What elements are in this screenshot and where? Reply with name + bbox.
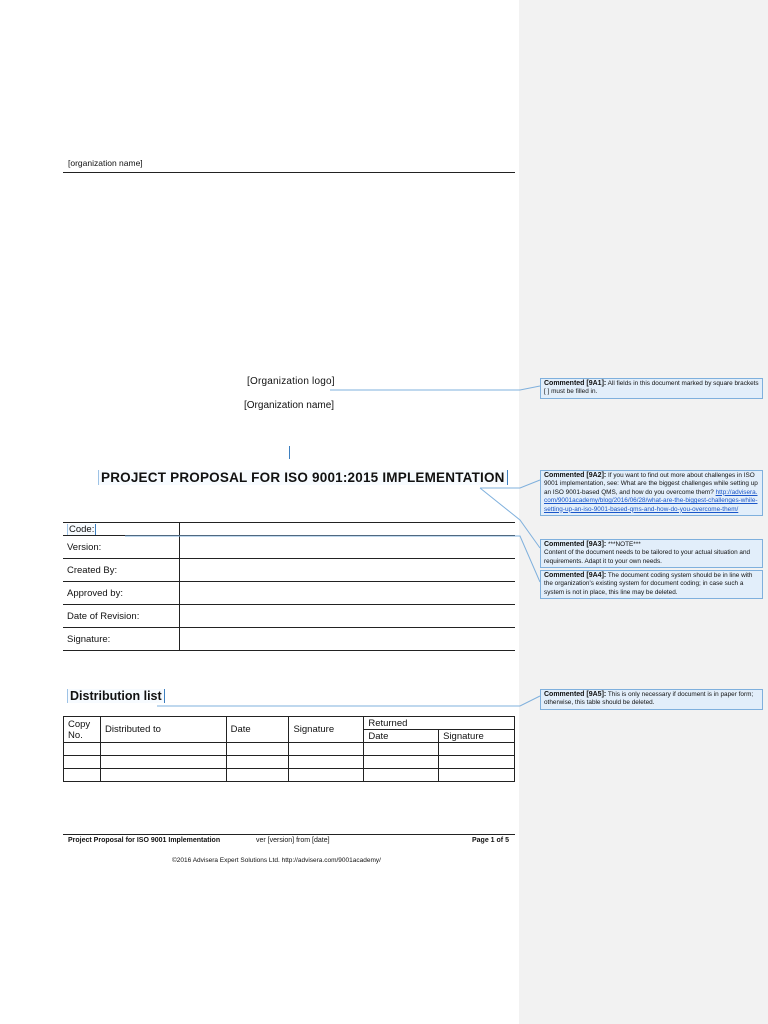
col-returned-date: Date — [364, 730, 439, 743]
table-cell[interactable] — [364, 756, 439, 769]
comment-label: Commented [9A5]: — [544, 691, 607, 698]
table-cell[interactable] — [100, 743, 226, 756]
signature-value-cell[interactable] — [180, 628, 516, 651]
text-cursor — [289, 446, 290, 459]
table-cell[interactable] — [439, 756, 515, 769]
table-cell[interactable] — [226, 769, 289, 782]
table-row — [64, 756, 515, 769]
footer-copyright: ©2016 Advisera Expert Solutions Ltd. http://advisera.com/9001academy/ — [172, 857, 381, 864]
comment-9a1[interactable] — [540, 378, 763, 399]
organization-logo-placeholder[interactable] — [247, 376, 335, 387]
footer-rule — [63, 834, 515, 835]
comment-text: The document coding system should be in line with the organization's existing system for document coding; in case such a system is not in place, this line may be deleted. — [544, 572, 753, 596]
comment-text-body: Content of the document needs to be tailored to your actual situation and requirements. Adapt it to your own needs. — [544, 549, 751, 565]
comment-text: If you want to find out more about challenges in ISO 9001 implementation, see: What are the biggest challenges while setting up an ISO 9001-based QMS, and how do you overcome them? — [544, 472, 758, 496]
table-row — [63, 605, 515, 628]
table-cell[interactable] — [289, 743, 364, 756]
version-value-cell[interactable] — [180, 536, 516, 559]
comment-label: Commented [9A1]: — [544, 380, 607, 387]
table-row — [63, 559, 515, 582]
col-copy-no: Copy No. — [64, 717, 101, 743]
footer-version[interactable]: ver [version] from [date] — [256, 837, 330, 844]
col-returned: Returned — [364, 717, 515, 730]
table-cell[interactable] — [364, 743, 439, 756]
distribution-list-heading[interactable]: Distribution list — [67, 689, 165, 703]
table-cell[interactable] — [439, 769, 515, 782]
signature-label: Signature: — [63, 628, 180, 651]
comment-label: Commented [9A4]: — [544, 572, 607, 579]
header-rule — [63, 172, 515, 173]
table-row — [63, 536, 515, 559]
footer-page-number: Page 1 of 5 — [472, 837, 509, 844]
version-label: Version: — [63, 536, 180, 559]
document-title[interactable]: PROJECT PROPOSAL FOR ISO 9001:2015 IMPLEMENTATION — [98, 470, 508, 485]
created-by-value-cell[interactable] — [180, 559, 516, 582]
table-cell[interactable] — [289, 769, 364, 782]
table-cell[interactable] — [439, 743, 515, 756]
table-cell[interactable] — [289, 756, 364, 769]
col-signature: Signature — [289, 717, 364, 743]
col-distributed-to: Distributed to — [100, 717, 226, 743]
table-row — [64, 743, 515, 756]
date-of-revision-label: Date of Revision: — [63, 605, 180, 628]
table-row — [63, 582, 515, 605]
logo-text: [Organization logo] — [247, 376, 335, 387]
table-cell[interactable] — [64, 743, 101, 756]
approved-by-label: Approved by: — [63, 582, 180, 605]
table-cell[interactable] — [64, 756, 101, 769]
organization-name-placeholder[interactable]: [Organization name] — [244, 400, 335, 411]
comment-label: Commented [9A3]: — [544, 541, 607, 548]
table-cell[interactable] — [64, 769, 101, 782]
distribution-table — [63, 716, 515, 782]
comment-link[interactable]: http://advisera.com/9001academy/blog/2016/06/28/what-are-the-biggest-challenges-while-setting-up-an-iso-9001-based-qms-and-how-do-you-overcome-them/ — [544, 488, 758, 513]
comment-text: ***NOTE*** — [608, 541, 641, 548]
comment-label: Commented [9A2]: — [544, 472, 607, 479]
footer-document-name: Project Proposal for ISO 9001 Implementation — [68, 837, 221, 844]
document-info-table — [63, 522, 515, 651]
comment-9a2[interactable] — [540, 470, 763, 516]
comment-9a5[interactable] — [540, 689, 763, 710]
table-cell[interactable] — [100, 756, 226, 769]
table-cell[interactable] — [100, 769, 226, 782]
table-row — [64, 769, 515, 782]
comment-9a3[interactable] — [540, 539, 763, 568]
code-value-cell[interactable] — [180, 523, 516, 536]
table-row — [63, 628, 515, 651]
table-row — [63, 523, 515, 536]
comment-text: All fields in this document marked by square brackets [ ] must be filled in. — [544, 380, 759, 396]
col-returned-signature: Signature — [439, 730, 515, 743]
table-cell[interactable] — [226, 743, 289, 756]
comment-text: This is only necessary if document is in paper form; otherwise, this table should be deleted. — [544, 691, 754, 707]
table-cell[interactable] — [226, 756, 289, 769]
comment-9a4[interactable] — [540, 570, 763, 599]
created-by-label: Created By: — [63, 559, 180, 582]
table-cell[interactable] — [364, 769, 439, 782]
header-org-name[interactable]: [organization name] — [68, 158, 143, 168]
code-label: Code: — [69, 523, 95, 535]
table-header-row — [64, 717, 515, 730]
date-of-revision-value-cell[interactable] — [180, 605, 516, 628]
approved-by-value-cell[interactable] — [180, 582, 516, 605]
col-date: Date — [226, 717, 289, 743]
code-label-cell[interactable] — [63, 523, 180, 536]
